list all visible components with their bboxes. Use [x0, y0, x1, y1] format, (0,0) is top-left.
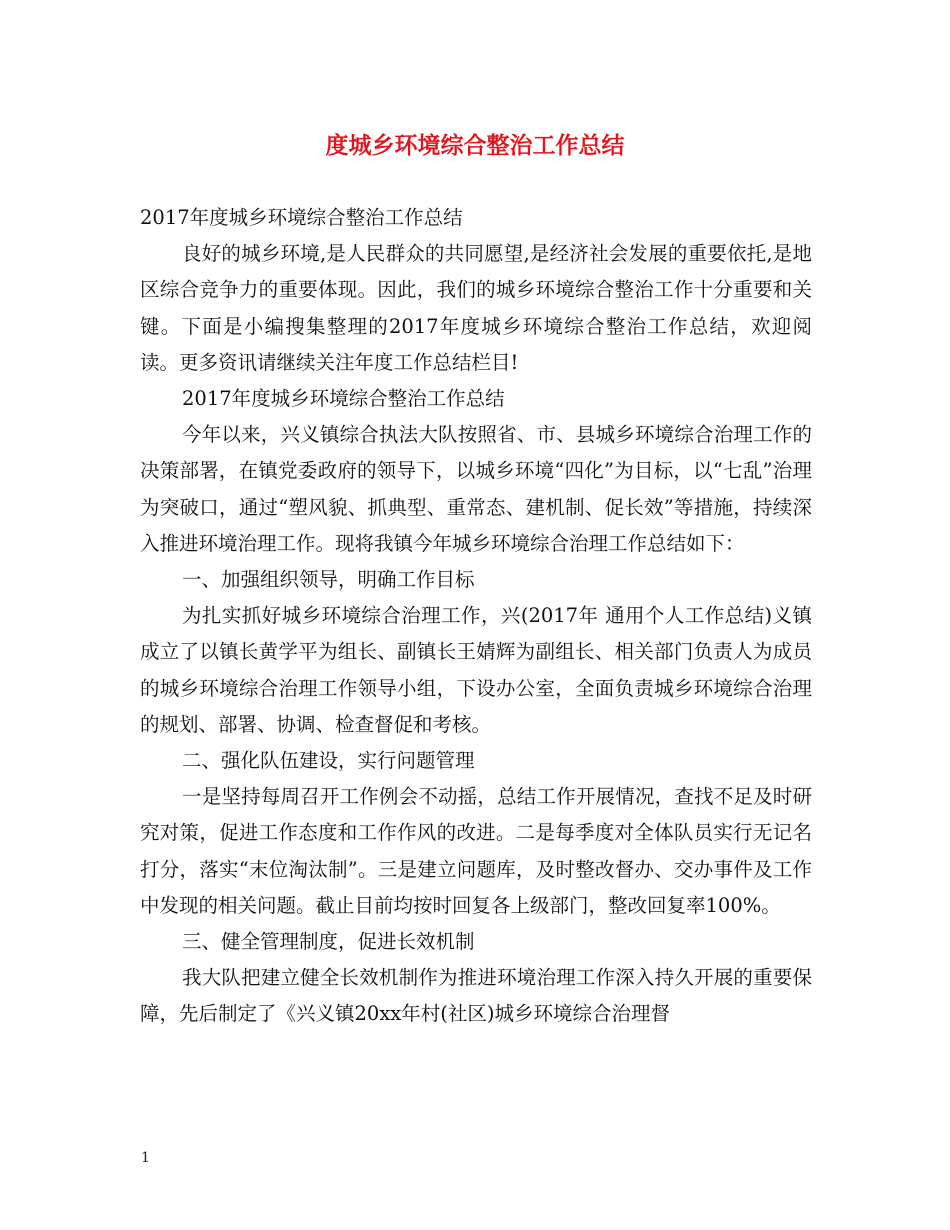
paragraph-subtitle: 2017年度城乡环境综合整治工作总结: [140, 206, 463, 229]
document-body: [140, 200, 812, 1033]
section-heading-3: 三、健全管理制度，促进长效机制: [182, 930, 475, 954]
section-heading-2: 二、强化队伍建设，实行问题管理: [182, 749, 475, 773]
paragraph-overview: 今年以来，兴义镇综合执法大队按照省、市、县城乡环境综合治理工作的决策部署，在镇党委政府的领导下，以城乡环境“四化”为目标，以“七乱”治理为突破口，通过“塑风貌、抓典型、重常态、建机制、促长效”等措施，持续深入推进环境治理工作。现将我镇今年城乡环境综合治理工作总结如下：: [140, 423, 812, 555]
section-heading-1: 一、加强组织领导，明确工作目标: [182, 568, 475, 592]
paragraph-section-1: 为扎实抓好城乡环境综合治理工作，兴(2017年 通用个人工作总结)义镇成立了以镇长黄学平为组长、副镇长王婧辉为副组长、相关部门负责人为成员的城乡环境综合治理工作领导小组，下设办公室，全面负责城乡环境综合治理的规划、部署、协调、检查督促和考核。: [140, 604, 812, 736]
document-title: 度城乡环境综合整治工作总结: [325, 132, 625, 159]
page-number: 1: [141, 1150, 150, 1166]
paragraph-intro: 良好的城乡环境,是人民群众的共同愿望,是经济社会发展的重要依托,是地区综合竞争力的重要体现。因此，我们的城乡环境综合整治工作十分重要和关键。下面是小编搜集整理的2017年度城乡环境综合整治工作总结，欢迎阅读。更多资讯请继续关注年度工作总结栏目!: [140, 242, 812, 374]
paragraph-section-3: 我大队把建立健全长效机制作为推进环境治理工作深入持久开展的重要保障，先后制定了《兴义镇20xx年村(社区)城乡环境综合治理督: [140, 966, 812, 1026]
paragraph-heading-repeat: 2017年度城乡环境综合整治工作总结: [182, 387, 505, 411]
paragraph-section-2: 一是坚持每周召开工作例会不动摇，总结工作开展情况，查找不足及时研究对策，促进工作态度和工作作风的改进。二是每季度对全体队员实行无记名打分，落实“末位淘汰制”。三是建立问题库，及时整改督办、交办事件及工作中发现的相关问题。截止目前均按时回复各上级部门，整改回复率100%。: [140, 785, 812, 917]
